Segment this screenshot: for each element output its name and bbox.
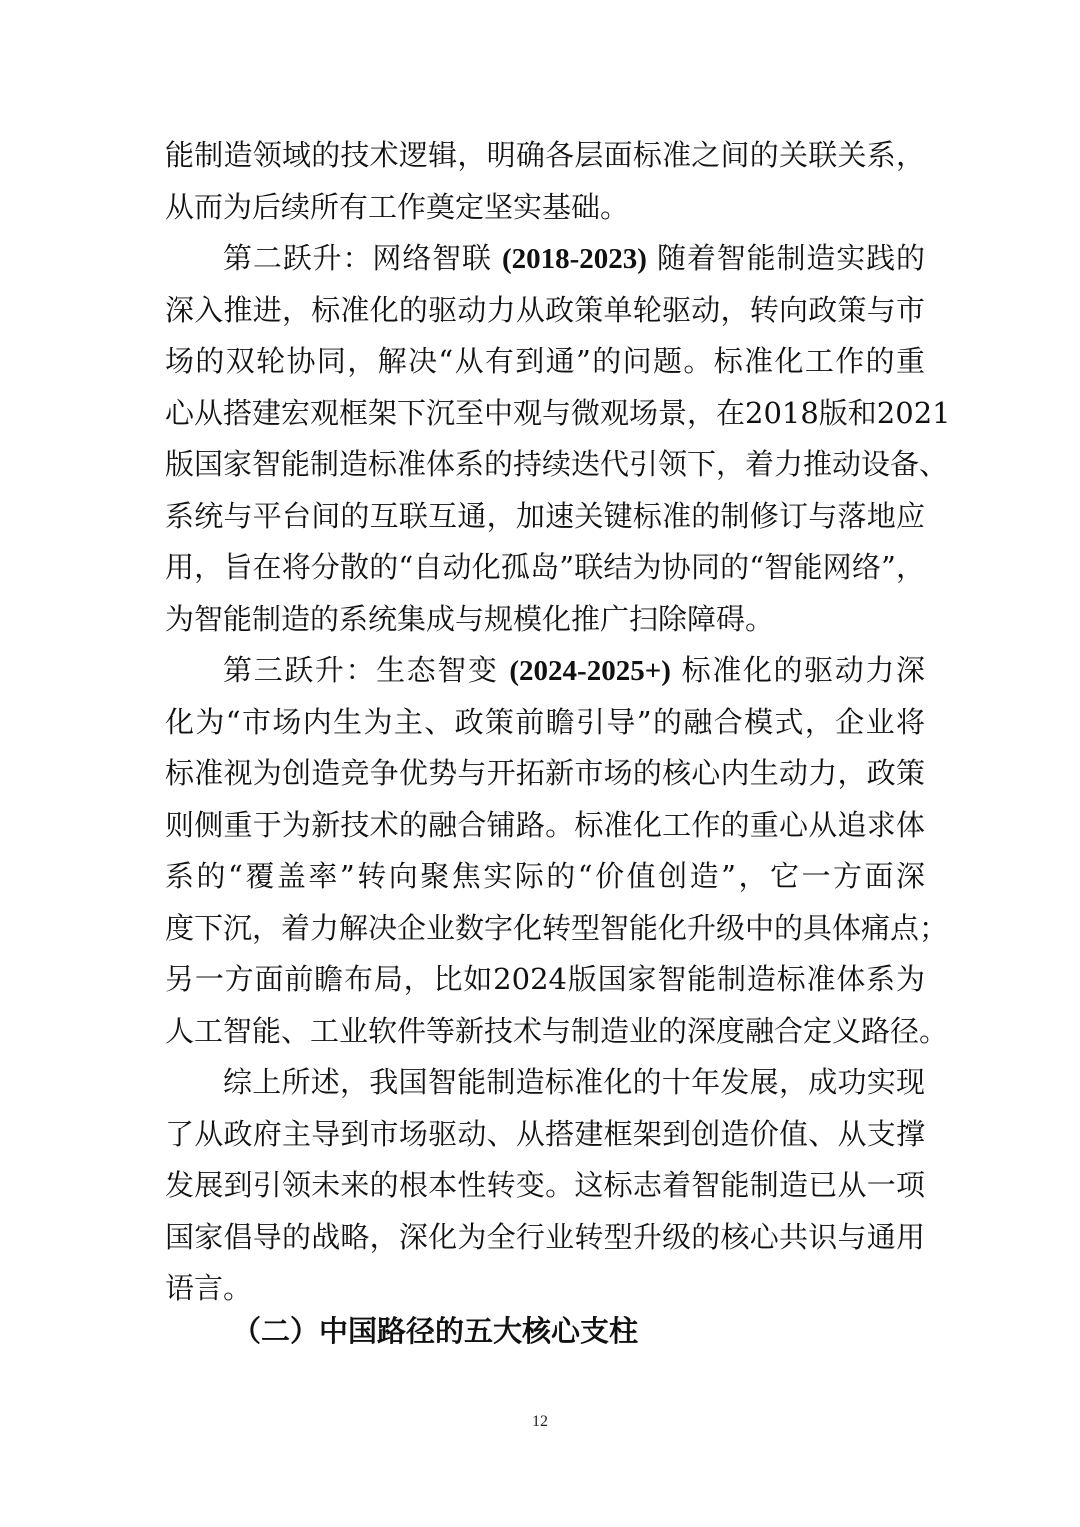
text-line: 语言。 [165, 1271, 253, 1305]
text-line: 了从政府主导到市场驱动、从搭建框架到创造价值、从支撑 [165, 1116, 925, 1151]
text-line: 人工智能、工业软件等新技术与制造业的深度融合定义路径。 [165, 1013, 949, 1048]
paragraph-lead-line [223, 645, 925, 697]
text-line: 化为“市场内生为主、政策前瞻引导”的融合模式，企业将 [165, 704, 925, 739]
text-line: 度下沉，着力解决企业数字化转型智能化升级中的具体痛点； [165, 910, 949, 945]
paragraph-lead: 第三跃升：生态智变 [223, 653, 499, 687]
paragraph-lead-line [223, 233, 925, 285]
text-line: 为智能制造的系统集成与规模化推广扫除障碍。 [165, 601, 775, 636]
text-line: 系统与平台间的互联互通，加速关键标准的制修订与落地应 [165, 498, 925, 533]
text-line: 综上所述，我国智能制造标准化的十年发展，成功实现 [223, 1065, 925, 1099]
paragraph-lead: 第二跃升：网络智联 [223, 241, 492, 275]
paragraph-lead-years: (2024-2025+) [509, 655, 671, 687]
text-line: 随着智能制造实践的 [646, 241, 926, 275]
section-heading: （二）中国路径的五大核心支柱 [232, 1314, 639, 1348]
text-line: 能制造领域的技术逻辑，明确各层面标准之间的关联关系， [165, 138, 925, 172]
text-line: 场的双轮协同，解决“从有到通”的问题。标准化工作的重 [165, 344, 925, 378]
text-line: 心从搭建宏观框架下沉至中观与微观场景，在2018版和2021 [165, 395, 951, 430]
text-line: 深入推进，标准化的驱动力从政策单轮驱动，转向政策与市 [165, 292, 925, 327]
text-line: 从而为后续所有工作奠定坚实基础。 [165, 189, 630, 224]
text-line: 另一方面前瞻布局，比如2024版国家智能制造标准体系为 [165, 962, 925, 996]
text-line: 标准视为创造竞争优势与开拓新市场的核心内生动力，政策 [165, 756, 925, 790]
text-line: 则侧重于为新技术的融合铺路。标准化工作的重心从追求体 [165, 807, 925, 842]
text-line: 发展到引领未来的根本性转变。这标志着智能制造已从一项 [165, 1168, 925, 1202]
text-line: 用，旨在将分散的“自动化孤岛”联结为协同的“智能网络”， [165, 550, 925, 584]
page-number: 12 [532, 1413, 548, 1430]
text-line: 系的“覆盖率”转向聚焦实际的“价值创造”，它一方面深 [165, 859, 925, 893]
text-line: 国家倡导的战略，深化为全行业转型升级的核心共识与通用 [165, 1219, 925, 1254]
text-line: 版国家智能制造标准体系的持续迭代引领下，着力推动设备、 [165, 447, 949, 481]
paragraph-lead-years: (2018-2023) [501, 243, 647, 275]
body-text [165, 130, 951, 1315]
text-line: 标准化的驱动力深 [670, 653, 926, 687]
